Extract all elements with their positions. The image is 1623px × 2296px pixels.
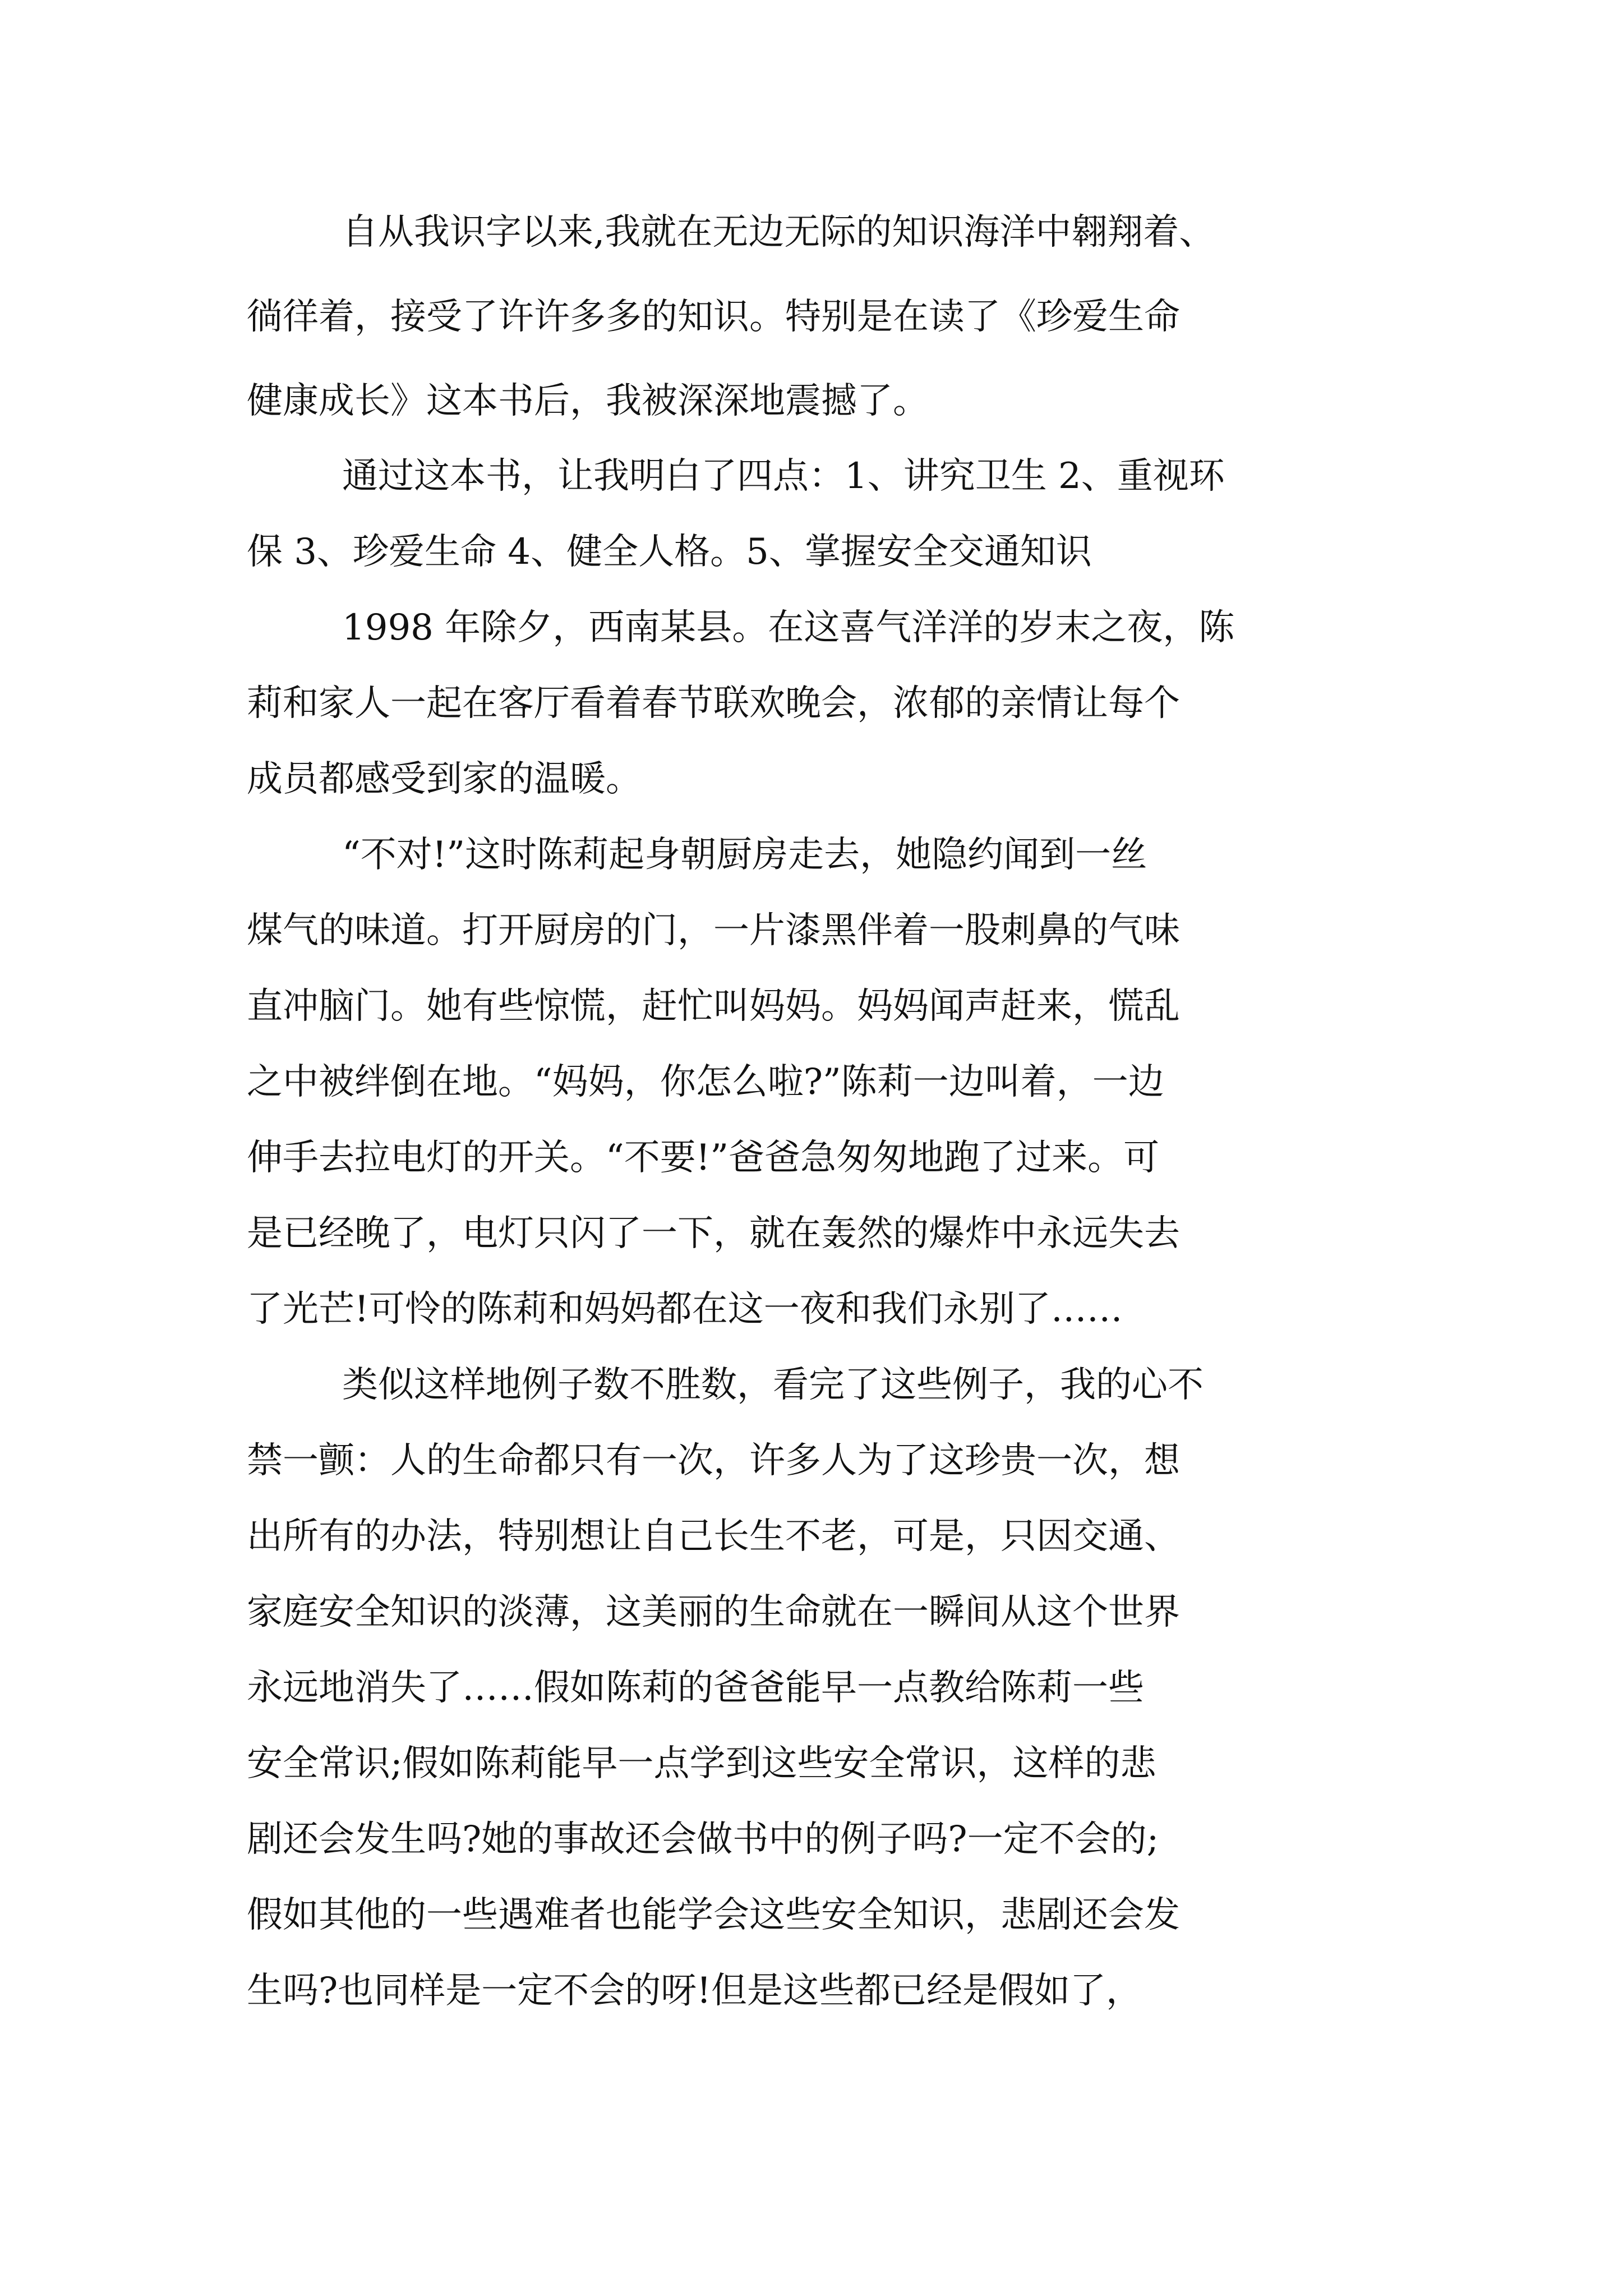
text-line-7: 莉和家人一起在客厅看着春节联欢晚会，浓郁的亲情让每个 <box>247 683 1180 724</box>
text-line-21: 安全常识;假如陈莉能早一点学到这些安全常识，这样的悲 <box>247 1743 1156 1784</box>
text-line-4: 通过这本书，让我明白了四点：1、讲究卫生 2、重视环 <box>342 455 1225 497</box>
text-line-24: 生吗?也同样是一定不会的呀!但是这些都已经是假如了， <box>247 1970 1142 2012</box>
text-line-3: 健康成长》这本书后，我被深深地震撼了。 <box>247 380 929 422</box>
text-line-15: 了光芒!可怜的陈莉和妈妈都在这一夜和我们永别了…… <box>247 1289 1123 1330</box>
text-line-16: 类似这样地例子数不胜数，看完了这些例子，我的心不 <box>342 1364 1204 1406</box>
text-line-2: 徜徉着，接受了许许多多的知识。特别是在读了《珍爱生命 <box>247 296 1180 338</box>
text-line-5: 保 3、珍爱生命 4、健全人格。5、掌握安全交通知识 <box>247 531 1092 573</box>
text-line-11: 直冲脑门。她有些惊慌，赶忙叫妈妈。妈妈闻声赶来，慌乱 <box>247 986 1180 1027</box>
text-line-6: 1998 年除夕，西南某县。在这喜气洋洋的岁末之夜，陈 <box>342 607 1235 648</box>
text-line-9: “不对!”这时陈莉起身朝厨房走去，她隐约闻到一丝 <box>342 834 1147 876</box>
text-line-17: 禁一颤：人的生命都只有一次，许多人为了这珍贵一次，想 <box>247 1440 1180 1481</box>
text-line-18: 出所有的办法，特别想让自己长生不老，可是，只因交通、 <box>247 1516 1180 1557</box>
text-line-19: 家庭安全知识的淡薄，这美丽的生命就在一瞬间从这个世界 <box>247 1591 1180 1633</box>
text-line-14: 是已经晚了，电灯只闪了一下，就在轰然的爆炸中永远失去 <box>247 1213 1180 1254</box>
text-line-10: 煤气的味道。打开厨房的门，一片漆黑伴着一股刺鼻的气味 <box>247 910 1180 951</box>
text-line-20: 永远地消失了……假如陈莉的爸爸能早一点教给陈莉一些 <box>247 1667 1144 1709</box>
text-line-13: 伸手去拉电灯的开关。“不要!”爸爸急匆匆地跑了过来。可 <box>247 1137 1160 1179</box>
text-line-8: 成员都感受到家的温暖。 <box>247 758 642 800</box>
text-line-1: 自从我识字以来,我就在无边无际的知识海洋中翱翔着、 <box>342 211 1215 253</box>
text-line-12: 之中被绊倒在地。“妈妈，你怎么啦?”陈莉一边叫着，一边 <box>247 1061 1164 1103</box>
text-line-22: 剧还会发生吗?她的事故还会做书中的例子吗?一定不会的; <box>247 1819 1159 1860</box>
text-line-23: 假如其他的一些遇难者也能学会这些安全知识，悲剧还会发 <box>247 1894 1180 1936</box>
